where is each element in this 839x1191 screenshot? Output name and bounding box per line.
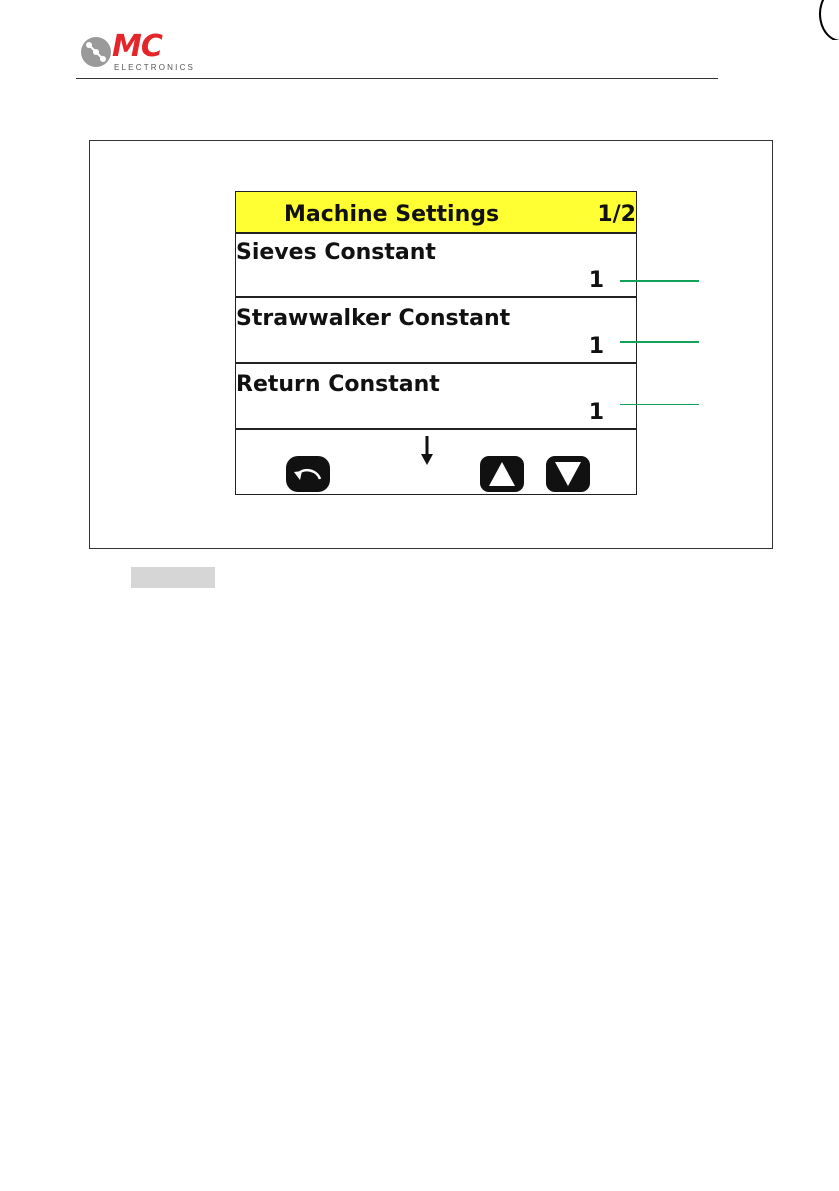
down-arrow-icon: [420, 436, 434, 466]
device-screen: [235, 191, 637, 495]
setting-row-sieves-constant[interactable]: [236, 234, 636, 298]
callout-line-strawwalker: [620, 341, 699, 343]
callout-line-sieves: [620, 280, 699, 282]
triangle-up-icon: [487, 460, 517, 488]
down-button[interactable]: [546, 456, 590, 492]
screen-title-bar: [236, 192, 636, 234]
back-arrow-icon: [291, 461, 325, 487]
triangle-down-icon: [553, 460, 583, 488]
caption-highlight: [131, 567, 215, 588]
setting-row-strawwalker-constant[interactable]: [236, 300, 636, 364]
setting-label: Sieves Constant: [236, 240, 436, 265]
setting-value: 1: [588, 268, 604, 293]
callout-line-return: [620, 404, 699, 405]
navigation-bar: [236, 432, 636, 494]
logo-subtitle: ELECTRONICS: [114, 63, 196, 72]
page-corner-mark: [815, 0, 839, 40]
setting-value: 1: [588, 334, 604, 359]
company-logo: [78, 29, 208, 74]
back-button[interactable]: [286, 456, 330, 492]
header-divider: [76, 78, 718, 79]
circuit-logo-icon: [78, 34, 114, 70]
page-indicator: 1/2: [597, 202, 636, 227]
setting-value: 1: [588, 400, 604, 425]
up-button[interactable]: [480, 456, 524, 492]
setting-label: Strawwalker Constant: [236, 306, 511, 331]
setting-row-return-constant[interactable]: [236, 366, 636, 430]
screen-title: Machine Settings: [284, 202, 500, 227]
logo-wordmark: MC: [112, 29, 162, 64]
setting-label: Return Constant: [236, 372, 440, 397]
